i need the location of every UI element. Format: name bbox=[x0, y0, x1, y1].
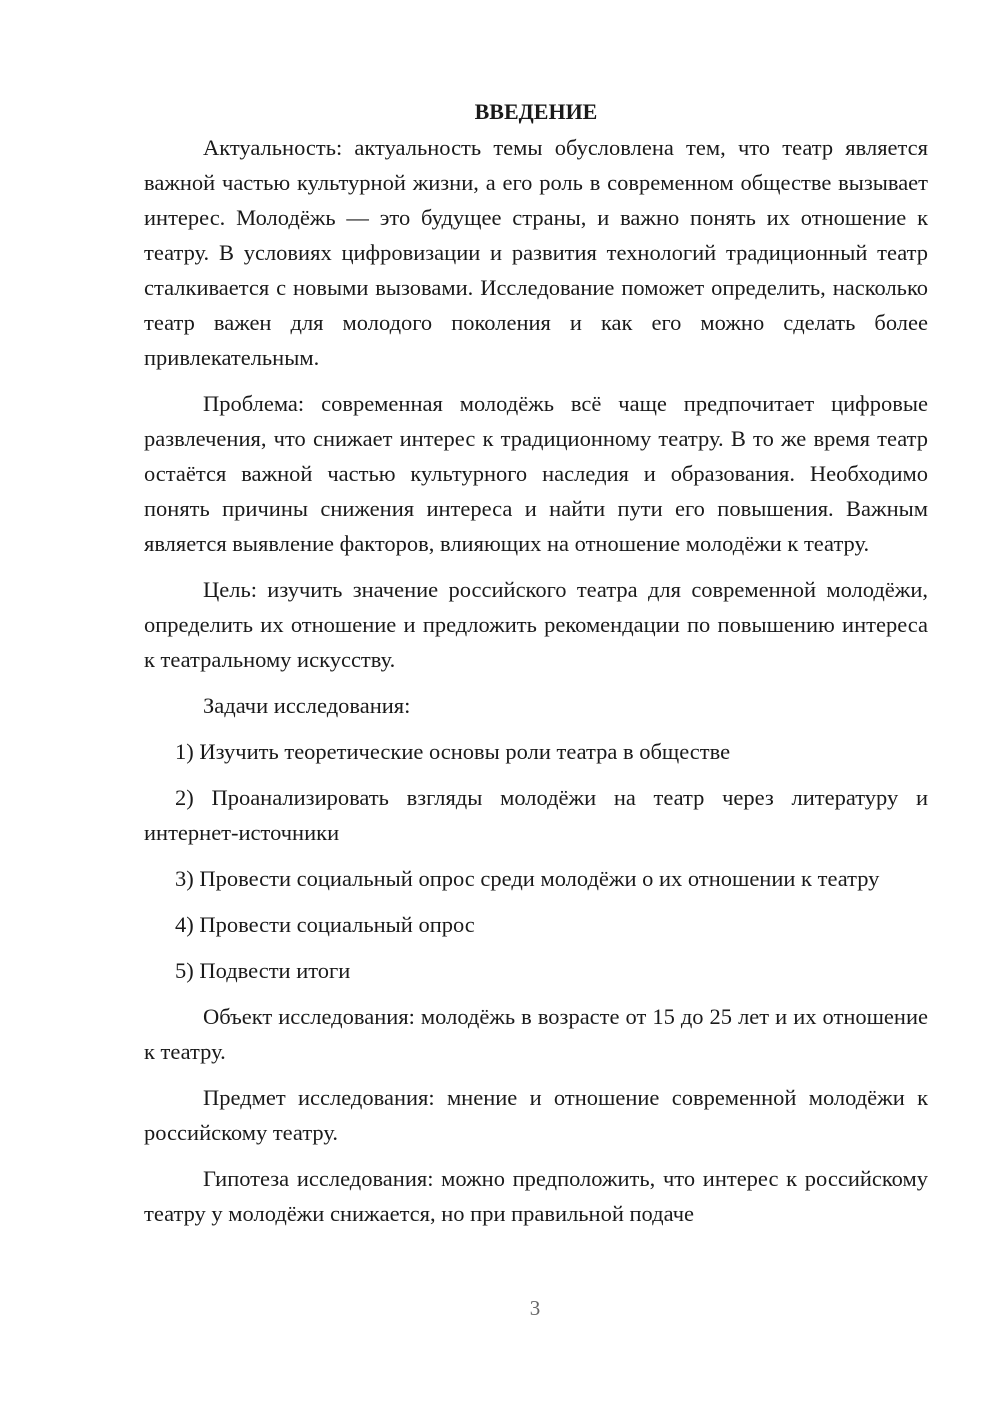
page-content bbox=[144, 94, 928, 1231]
paragraph-tasks-heading: Задачи исследования: bbox=[203, 693, 411, 718]
task-item: 4) Провести социальный опрос bbox=[175, 912, 475, 937]
page-number: 3 bbox=[529, 1296, 541, 1320]
paragraph-hypothesis: Гипотеза исследования: можно предположить, что интерес к российскому театру у молодёжи снижается, но при правильной подаче bbox=[144, 1166, 928, 1226]
paragraph-goal: Цель: изучить значение российского театра для современной молодёжи, определить их отношение и предложить рекомендации по повышению интереса к театральному искусству. bbox=[144, 577, 928, 672]
page-title: ВВЕДЕНИЕ bbox=[474, 99, 598, 124]
task-item: 3) Провести социальный опрос среди молодёжи о их отношении к театру bbox=[175, 866, 880, 891]
task-item: 1) Изучить теоретические основы роли театра в обществе bbox=[175, 739, 731, 764]
paragraph-relevance: Актуальность: актуальность темы обусловлена тем, что театр является важной частью культурной жизни, а его роль в современном обществе вызывает интерес. Молодёжь — это будущее страны, и важно понять их отношение к театру. В условиях цифровизации и развития технологий традиционный театр сталкивается с новыми вызовами. Исследование поможет определить, насколько театр важен для молодого поколения и как его можно сделать более привлекательным. bbox=[144, 135, 928, 370]
task-item: 5) Подвести итоги bbox=[175, 958, 351, 983]
task-item: 2) Проанализировать взгляды молодёжи на театр через литературу и интернет-источники bbox=[144, 785, 928, 845]
paragraph-subject: Предмет исследования: мнение и отношение современной молодёжи к российскому театру. bbox=[144, 1085, 928, 1145]
paragraph-problem: Проблема: современная молодёжь всё чаще предпочитает цифровые развлечения, что снижает интерес к традиционному театру. В то же время театр остаётся важной частью культурного наследия и образования. Необходимо понять причины снижения интереса и найти пути его повышения. Важным является выявление факторов, влияющих на отношение молодёжи к театру. bbox=[144, 391, 928, 556]
paragraph-object: Объект исследования: молодёжь в возрасте от 15 до 25 лет и их отношение к театру. bbox=[144, 1004, 928, 1064]
